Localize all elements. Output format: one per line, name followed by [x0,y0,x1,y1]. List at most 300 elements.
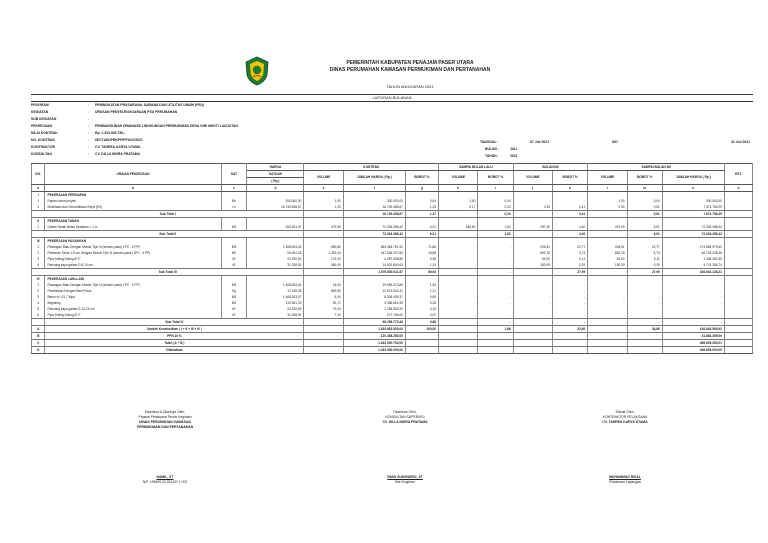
table-cell: 1,00 [588,198,627,204]
table-cell: - [513,198,552,204]
table-cell: Kg [221,288,247,294]
table-cell: 0,41 [553,211,588,218]
table-cell: 652,78 [588,250,627,256]
table-cell: - [553,300,588,306]
sig-mid-line1: Diperiksa Oleh, [393,410,417,414]
table-cell: - [439,250,478,256]
table-cell: 1.391,04 [304,250,343,256]
table-cell [588,333,627,340]
table-cell: 0,02 [405,312,438,319]
letter-row [32,185,753,192]
table-cell: 650,80 [304,244,343,250]
table-cell: - [553,288,588,294]
table-cell: 120.368.253,00 [343,333,405,340]
table-cell: 5 [32,306,45,312]
table-cell: 72.334.286,42 [662,224,724,231]
table-cell: 4,73 [553,250,588,256]
info-value: URUSAN PENYELENGGARAAN PSU PERUMAHAN [95,110,178,114]
table-cell [405,347,438,354]
column-letter: c [221,185,247,192]
column-letter: g [405,185,438,192]
table-cell: 1,00 [304,198,343,204]
sig-mid-org: CV. DILLA INDRA PRATAMA [382,420,428,424]
tahun-label: TAHUN : [485,154,499,158]
table-cell: M2 [221,300,247,306]
table-cell: 187.536.470,53 [343,250,405,256]
table-cell [588,211,627,218]
table-cell: - [478,282,513,288]
table-cell: 6,01 [405,224,438,231]
info-colon: : [88,103,89,107]
fiscal-year: TAHUN ANGGARAN 2021 [386,84,434,89]
column-letter: f [343,185,405,192]
sig-left-org1: DINAS PERUMAHAN KAWASAN [139,420,191,424]
table-cell: 1.308.054,40 [247,244,304,250]
table-cell: 5,04 [304,294,343,300]
sig-left-nip: NIP. 198409 03 201101 1 002 [142,480,188,484]
column-letter: e [304,185,343,192]
info-colon: : [88,110,89,114]
table-cell: 150,09 [513,262,552,269]
col-rp: ( Rp.) [247,178,304,185]
table-cell: 4.287.908,80 [343,256,405,262]
info-label: PEKERJAAN [31,124,52,128]
table-cell: 0,04 [405,198,438,204]
regency-emblem-logo [244,56,270,86]
tahun-value: 2021 [510,154,518,158]
table-cell: 34,66 [627,326,662,333]
table-cell: 6,01 [405,231,438,238]
table-cell: 31.038,00 [247,312,304,319]
table-cell [478,333,513,340]
column-letter: n [662,185,724,192]
col-sampai-ini: SAMPAI BULAN INI [588,164,725,171]
sig-right-name: MUHAMMAD RISAL [609,475,641,479]
info-label: NO. KONTRAK [31,138,55,142]
table-cell: - [627,312,662,319]
table-cell [724,269,752,276]
table-cell: - [588,312,627,319]
table-cell: 300.000,00 [343,198,405,204]
table-cell: 72,00 [304,306,343,312]
table-cell: 0,50 [588,204,627,211]
table-cell: - [627,282,662,288]
table-cell: B [32,333,45,340]
table-cell [439,319,478,326]
table-cell: - [588,294,627,300]
table-cell: Sub Total II [32,231,304,238]
column-letter: d [247,185,304,192]
table-cell: - [662,319,724,326]
table-cell: 1,21 [405,288,438,294]
info-label: PROGRAM [31,103,49,107]
table-cell: III [32,238,45,245]
table-cell [304,326,343,333]
sig-right-line2: KONTRAKTOR PELAKSANA [602,415,648,419]
table-cell [513,326,552,333]
table-cell: 24.780,60 [247,306,304,312]
table-cell: 6,01 [627,224,662,231]
table-cell [724,211,752,218]
table-cell: 4 [32,262,45,269]
table-cell: 206,51 [513,244,552,250]
col-sat: SAT [221,164,247,185]
table-cell: 0,39 [627,262,662,269]
table-cell: 1.468.203,07 [247,294,304,300]
table-cell [304,269,343,276]
column-letter: h [439,185,478,192]
table-cell: M2 [221,250,247,256]
table-cell: - [478,319,513,326]
column-letter: b [45,185,221,192]
table-cell: Pancang kayu galam D 10-15 cm [45,306,221,312]
tanggal-end: 31 Juli 2021 [730,140,750,144]
bulan-value: JULI [510,147,518,151]
table-cell: 186,60 [439,224,478,231]
table-cell: 3.386.651,95 [343,300,405,306]
info-value: CV. DILLA INDRA PRATAMA [95,152,141,156]
table-cell: 1 [32,282,45,288]
table-cell: 19.596.373,80 [343,282,405,288]
table-cell: - [553,319,588,326]
sub-header: VOLUME [588,171,627,185]
table-cell: 300.000,00 [662,198,724,204]
sig-left-line1: Diperiksa & Disetujui Oleh, [144,410,186,414]
info-value: PEMBANGUNAN DRAINASE LINGKUNGAN PERMUKIMAN DESA GIRI MUKTI LANJUTAN [95,124,238,128]
table-cell [304,333,343,340]
table-cell: 3 [32,294,45,300]
table-cell [588,326,627,333]
table-cell: - [478,250,513,256]
table-cell: 30,72 [304,300,343,306]
table-cell: 4 [32,300,45,306]
table-cell: 27,99 [553,269,588,276]
table-cell [478,347,513,354]
table-cell: 16.749.458,67 [247,204,304,211]
table-cell: - [662,312,724,319]
table-cell: - [553,294,588,300]
table-cell: 48.296.773,49 [343,319,405,326]
table-cell: 6 [32,312,45,319]
info-colon: : [88,131,89,135]
col-ket: KET. [724,164,752,185]
table-cell [439,333,478,340]
info-value: PENINGKATAN PRASARANA, SARANA DAN UTILITAS UMUM (PSU) [95,103,205,107]
header-row [32,164,753,171]
sub-header: JUMLAH HARGA ( Rp.) [343,171,405,185]
col-lalu: SAMPAI BULAN LALU [439,164,514,171]
table-cell: M' [221,256,247,262]
header-line1: PEMERINTAH KABUPATEN PENAJAM PASER UTARA [346,60,474,66]
table-cell: 1,86 [478,326,513,333]
table-cell: 0,41 [553,204,588,211]
table-cell: - [439,282,478,288]
sig-mid-role: Site Engineer [394,480,416,484]
table-cell: - [627,306,662,312]
table-cell: 16.749.458,67 [343,211,405,218]
table-cell [724,326,752,333]
table-cell: 1,00 [304,204,343,211]
table-cell: - [439,256,478,262]
info-colon: : [88,138,89,142]
table-cell: - [478,312,513,319]
table-cell: 1,62 [478,231,513,238]
sub-header: VOLUME [513,171,552,185]
table-cell: - [553,282,588,288]
table-cell: - [627,319,662,326]
table-cell: 0,36 [405,256,438,262]
table-cell: M' [221,306,247,312]
table-cell: 300.000,00 [247,198,304,204]
sig-left-line2: Pejabat Pelaksana Teknis Kegiatan [138,415,192,419]
column-letter: o [724,185,752,192]
sub-header: JUMLAH HARGA ( Rp.) [662,171,724,185]
tanggal-value: 07 Juli 2021 [530,140,550,144]
table-cell: 2 [32,250,45,256]
table-cell [439,211,478,218]
table-cell: 416.843.590,92 [662,326,724,333]
table-cell: - [627,288,662,294]
table-cell [588,347,627,354]
table-cell: PEKERJAAN PASANGAN [45,238,221,245]
table-cell: 2 [32,288,45,294]
table-cell [588,340,627,347]
table-cell: Pipa Suling-Suling Ø 2" [45,256,221,262]
table-cell: 27,99 [627,269,662,276]
table-cell: - [588,306,627,312]
sig-right-line1: Dibuat Oleh, [615,410,635,414]
tanggal-label: TANGGAL : [480,140,499,144]
table-cell: - [439,312,478,319]
report-title: LAPORAN BULANAN [372,95,412,100]
table-cell: Dibulatkan [45,347,304,354]
table-cell [724,333,752,340]
table-cell [304,340,343,347]
table-cell: 0,04 [478,198,513,204]
title-rule-bottom [31,101,753,102]
table-cell: - [662,306,724,312]
table-cell: II [32,218,45,225]
table-cell: - [439,294,478,300]
table-cell: 652,78 [513,250,552,256]
table-cell: M3 [221,224,247,231]
info-colon: : [88,145,89,149]
table-cell: PEKERJAAN LAIN-LAIN [45,276,221,283]
table-cell [405,340,438,347]
bulan-label: BULAN : [485,147,499,151]
table-cell: 0,61 [627,211,662,218]
table-cell: - [478,244,513,250]
table-cell: 15,00 [304,282,343,288]
col-no: NO. [32,164,45,185]
table-cell: 8.336.499,37 [343,294,405,300]
table-cell: - [513,300,552,306]
table-cell [439,347,478,354]
table-cell [588,319,627,326]
info-value: 667/718/DPRKPP/PPU/VI/2021 [95,138,143,142]
table-cell: 17.148,35 [247,288,304,294]
sub-header: BOBOT % [478,171,513,185]
table-cell: 1.308.054,40 [247,282,304,288]
table-cell: 15,88 [405,250,438,256]
table-cell: 1,24 [405,262,438,269]
table-cell: - [513,312,552,319]
column-letter: l [588,185,627,192]
table-cell: 7.674.756,29 [662,211,724,218]
table-cell: 0,04 [627,198,662,204]
table-cell: 22,77 [627,244,662,250]
table-cell: 0,28 [405,300,438,306]
table-cell [304,319,343,326]
table-cell: M' [221,312,247,319]
table-cell: 22,77 [553,244,588,250]
table-cell [32,319,45,326]
table-cell: 4.731.286,74 [662,262,724,269]
table-cell: 1.070.800.011,57 [343,269,405,276]
table-cell: 46.718.238,46 [662,250,724,256]
table-cell [439,326,478,333]
sub-header: BOBOT % [627,171,662,185]
table-cell [553,347,588,354]
table-cell [304,231,343,238]
table-cell: - [588,282,627,288]
table-cell: 0,33 [513,204,552,211]
table-cell: 72.334.286,42 [343,224,405,231]
table-cell [513,319,552,326]
table-cell [513,231,552,238]
info-label: NILAI KONTRAK [31,131,58,135]
sub-header: VOLUME [439,171,478,185]
table-cell: 1 [32,224,45,231]
table-cell [627,340,662,347]
table-cell: Plesteran Tebal 1,5 cm Dengan Mortar Tipe N (semen-pasir) 1PC : 4 PP) [45,250,221,256]
table-cell [304,211,343,218]
column-letter: k [553,185,588,192]
table-cell [724,319,752,326]
table-cell: 24.780,60 [247,256,304,262]
table-cell: - [513,306,552,312]
table-cell: 6,01 [627,231,662,238]
table-cell: - [662,300,724,306]
table-cell: 0,69 [405,294,438,300]
table-cell [588,231,627,238]
info-colon: : [88,124,89,128]
table-cell: M3 [221,282,247,288]
table-cell: - [513,288,552,294]
sig-right-org: CV. TAHREA KARYA UTAMA [602,420,648,424]
table-cell: 4,73 [627,250,662,256]
table-cell [724,340,752,347]
total-row [32,333,753,340]
table-cell: - [478,288,513,294]
table-cell: - [588,300,627,306]
table-cell [513,333,552,340]
table-cell: 32,80 [553,326,588,333]
table-cell [627,347,662,354]
sd-label: S/D [612,140,618,144]
table-cell: 100,00 [405,326,438,333]
info-label: KONTRAKTOR [31,145,56,149]
table-cell: - [439,306,478,312]
total-row [32,319,753,326]
table-cell: 150,09 [588,262,627,269]
table-cell: - [478,300,513,306]
table-cell: 4,40 [553,224,588,231]
table-cell: - [478,262,513,269]
subtotal-row [32,269,753,276]
table-cell: - [553,198,588,204]
table-cell: M3 [221,244,247,250]
table-cell: - [553,312,588,319]
table-cell: 71,86 [405,244,438,250]
table-cell: A [32,326,45,333]
table-cell: - [439,262,478,269]
header-line2: DINAS PERUMAHAN KAWASAN PERMUKIMAN DAN PERTANAHAN [329,67,491,73]
info-label: KONSULTAN [31,152,52,156]
table-cell: 0,15 [405,306,438,312]
table-cell: 14.901.840,00 [343,262,405,269]
table-cell: - [513,294,552,300]
table-cell: 849,90 [304,288,343,294]
total-row [32,347,753,354]
table-cell: PEKERJAAN PERSIAPAN [45,192,221,199]
table-cell [304,347,343,354]
table-cell: Begisting [45,300,221,306]
table-cell: 3,68 [405,319,438,326]
table-cell: 153.251,47 [247,224,304,231]
table-cell: 864.384.781,52 [343,244,405,250]
progress-table [31,163,753,354]
table-cell [513,340,552,347]
table-cell [513,211,552,218]
table-cell: 89,04 [405,269,438,276]
table-cell: 475,90 [304,224,343,231]
column-letter: i [478,185,513,192]
total-row [32,326,753,333]
sig-mid-line2: KONSULTAN SUPERVISI [385,415,425,419]
column-letter: j [513,185,552,192]
table-cell: Sub Total I [32,211,304,218]
info-value: CV. TAHREA KARYA UTAMA [95,145,141,149]
subtotal-row [32,211,753,218]
table-cell: - [588,288,627,294]
table-cell: 72.334.286,42 [662,231,724,238]
table-cell: 1,23 [405,204,438,211]
table-cell: M3 [221,294,247,300]
col-harga: HARGA [247,164,304,171]
table-cell: - [662,288,724,294]
table-cell: 0,61 [627,204,662,211]
table-cell: 0,20 [478,211,513,218]
table-cell: 1.338.452,39 [662,256,724,262]
table-cell: 14.574.940,31 [343,288,405,294]
table-cell [627,333,662,340]
table-cell: I [32,192,45,199]
sub-header: BOBOT % [405,171,438,185]
table-cell: 0,11 [627,256,662,262]
table-cell: - [627,300,662,306]
table-cell [553,340,588,347]
table-cell [513,347,552,354]
col-kontrak: KONTRAK [304,164,439,171]
table-cell: 31.038,00 [247,262,304,269]
table-cell: 1.333.900.000,00 [343,347,405,354]
table-cell: - [478,256,513,262]
table-cell: M' [221,262,247,269]
table-cell: Bh [221,198,247,204]
table-cell: PEKERJAAN TANAH [45,218,221,225]
col-satuan: SATUAN [247,171,304,178]
